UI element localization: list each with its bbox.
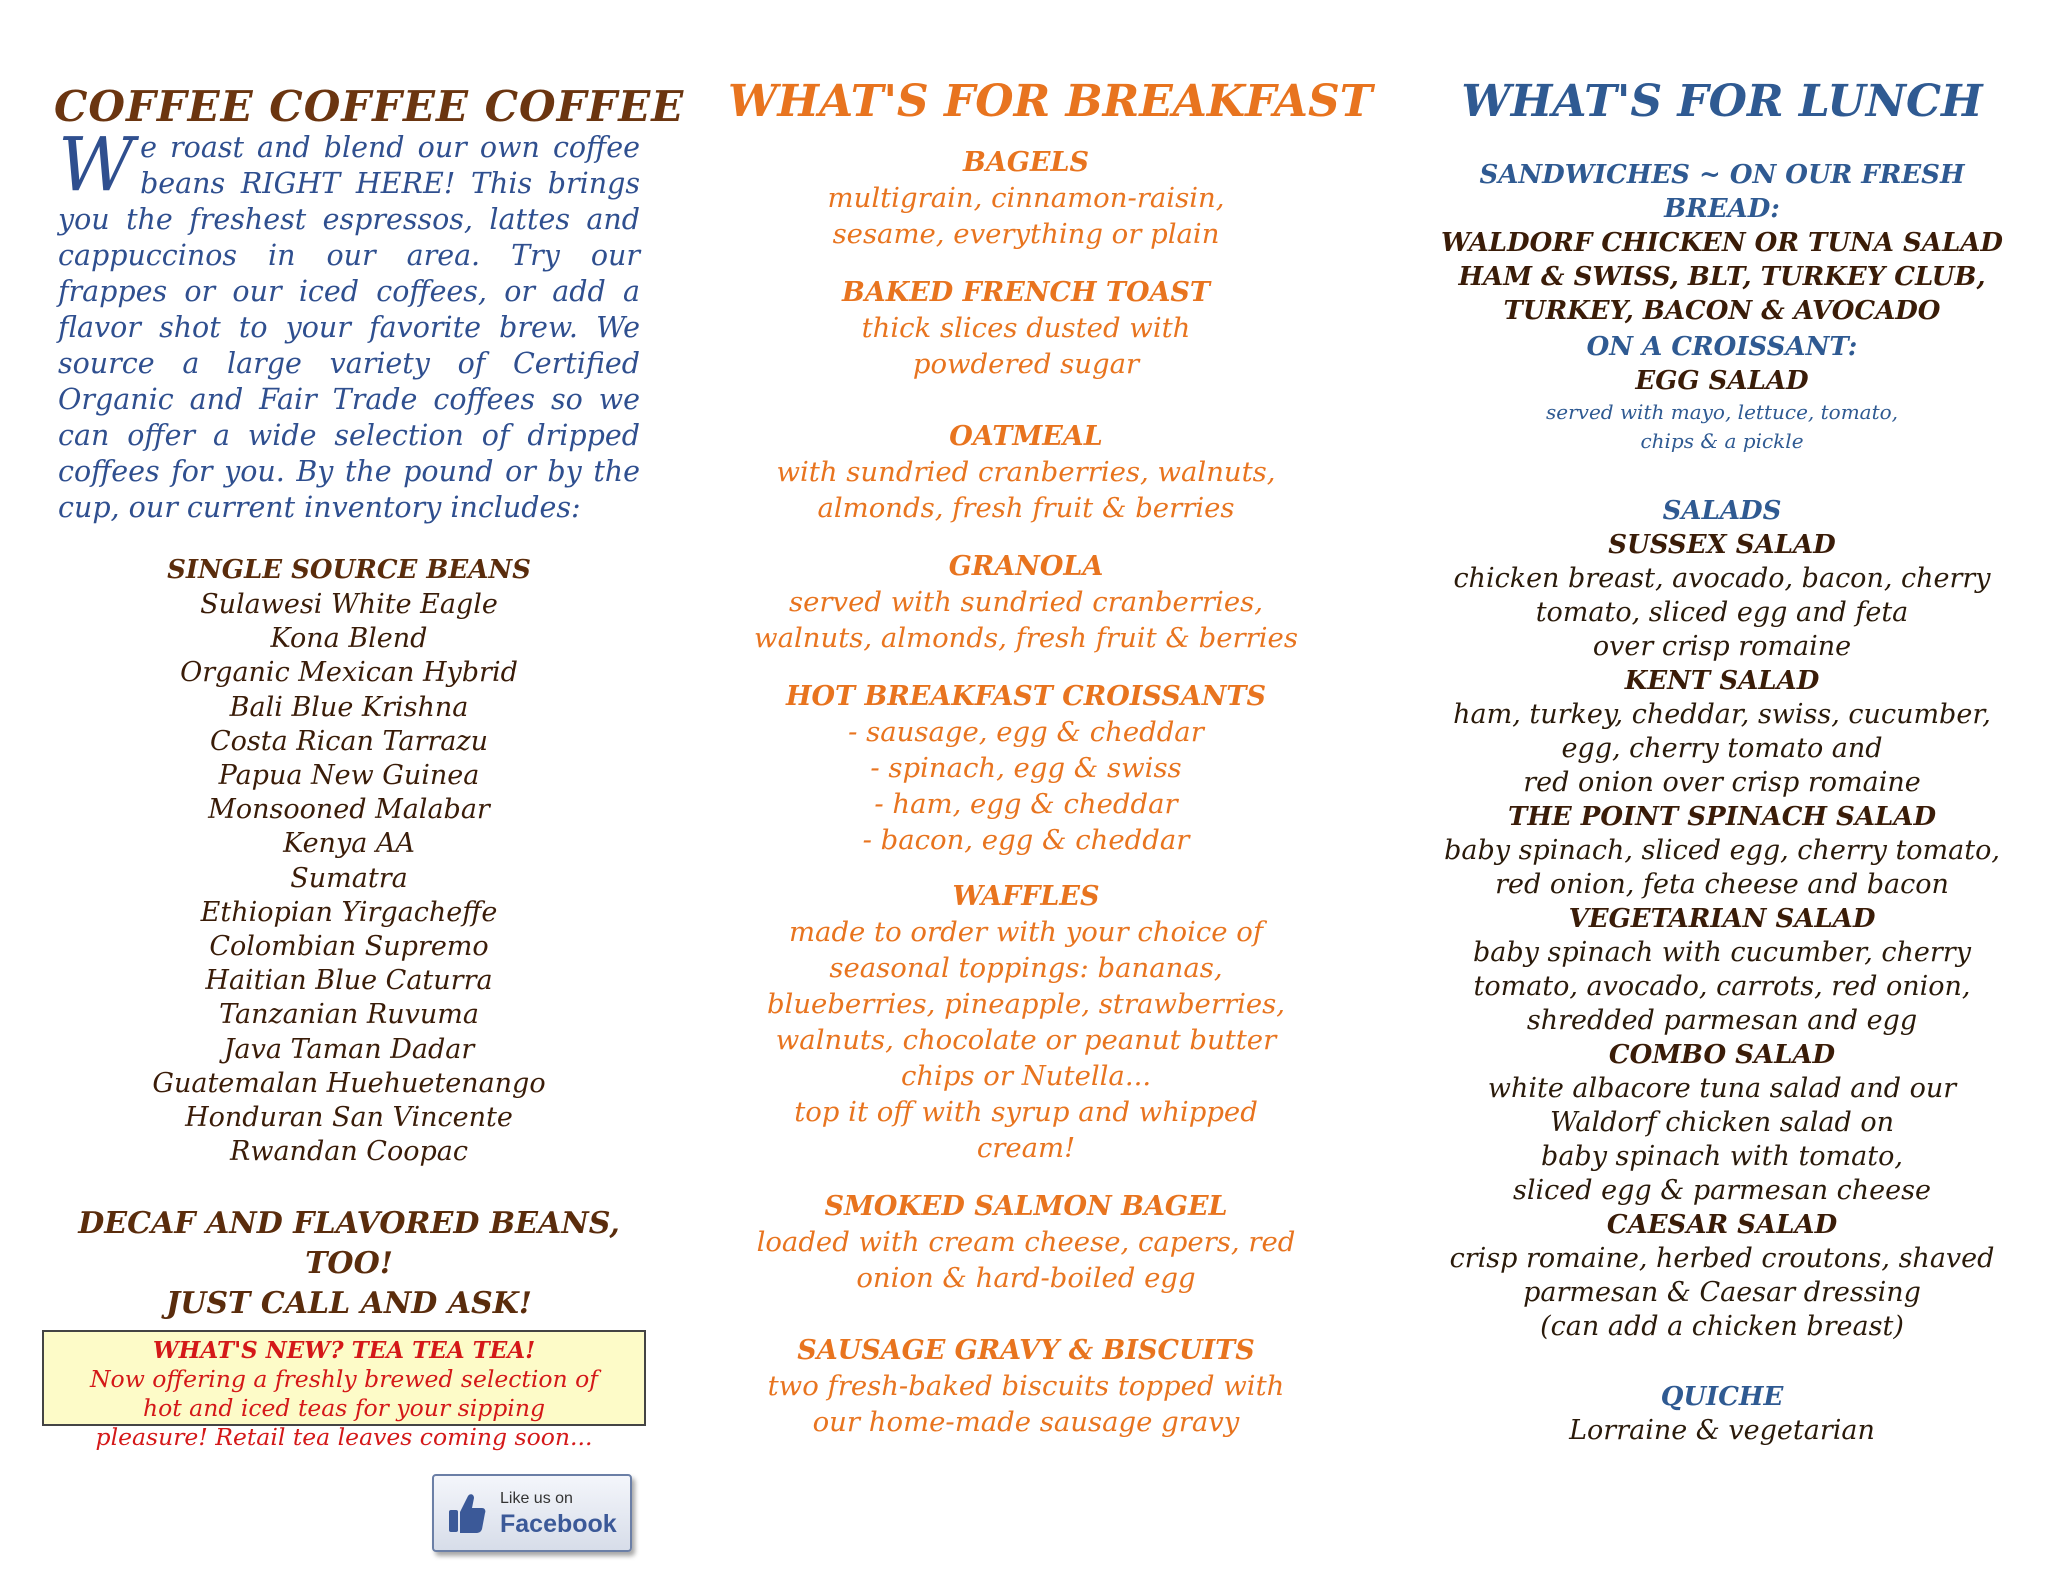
sandwiches-heading: SANDWICHES ~ ON OUR FRESH BREAD:: [1479, 160, 1965, 224]
bean-item: Tanzanian Ruvuma: [219, 999, 479, 1031]
salad-desc: baby spinach with tomato,: [1541, 1141, 1903, 1172]
coffee-title: COFFEE COFFEE COFFEE: [54, 82, 685, 131]
menu-item-croissants: [728, 680, 1324, 858]
salad-name: SUSSEX SALAD: [1608, 530, 1836, 560]
salad-desc: egg, cherry tomato and: [1561, 733, 1883, 764]
lunch-title: WHAT'S FOR LUNCH: [1461, 76, 1983, 127]
bean-item: Sulawesi White Eagle: [200, 589, 498, 620]
item-desc: top it off with syrup and whipped: [794, 1096, 1258, 1128]
item-name: SAUSAGE GRAVY & BISCUITS: [797, 1335, 1255, 1366]
bean-item: Haitian Blue Caturra: [205, 965, 493, 997]
coffee-intro: [58, 122, 640, 526]
salad-desc: baby spinach, sliced egg, cherry tomato,: [1444, 835, 2000, 866]
bean-item: Rwandan Coopac: [230, 1136, 468, 1168]
bean-item: Java Taman Dadar: [223, 1033, 475, 1065]
item-desc: made to order with your choice of: [788, 916, 1264, 948]
bean-item: Kenya AA: [283, 828, 415, 860]
salad-desc: chicken breast, avocado, bacon, cherry: [1453, 563, 1991, 594]
croissant-desc: served with mayo, lettuce, tomato,: [1545, 400, 1899, 424]
salad-desc: parmesan & Caesar dressing: [1523, 1277, 1921, 1308]
item-desc: chips or Nutella...: [900, 1060, 1152, 1092]
item-desc: seasonal toppings: bananas,: [829, 952, 1223, 984]
tea-announcement: [42, 1330, 646, 1451]
item-name: GRANOLA: [948, 551, 1104, 582]
menu-item-gravy-biscuits: [728, 1334, 1324, 1440]
facebook-like-button[interactable]: [432, 1474, 632, 1552]
menu-item-waffles: [728, 880, 1324, 1166]
breakfast-title: WHAT'S FOR BREAKFAST: [728, 76, 1373, 127]
item-desc: thick slices dusted with: [861, 312, 1191, 344]
intro-text: e roast and blend our own coffee beans RIGHT HERE! This brings you the freshest espressos, lattes and cappuccinos in our area. Try our frappes or our iced coffees, or add a flavor shot to your favorite brew. We source a large variety of Certified Organic and Fair Trade coffees so we can offer a wide selection of dripped coffees for you. By the pound or by the cup, our current inventory includes:: [58, 131, 640, 524]
salad-desc: sliced egg & parmesan cheese: [1513, 1175, 1931, 1206]
sandwiches-section: [1424, 158, 2020, 328]
salad-desc: crisp romaine, herbed croutons, shaved: [1449, 1243, 1995, 1274]
salad-desc: red onion over crisp romaine: [1523, 767, 1921, 798]
item-desc: - spinach, egg & swiss: [870, 752, 1182, 784]
quiche-section: [1424, 1380, 2020, 1448]
bean-item: Ethiopian Yirgacheffe: [200, 896, 498, 928]
item-name: HOT BREAKFAST CROISSANTS: [785, 681, 1266, 712]
salad-desc: over crisp romaine: [1592, 631, 1852, 662]
menu-item-french-toast: [728, 276, 1324, 382]
salad-desc: (can add a chicken breast): [1540, 1311, 1904, 1342]
item-desc: with sundried cranberries, walnuts,: [776, 456, 1276, 488]
bean-item: Kona Blend: [270, 623, 428, 655]
item-desc: - ham, egg & cheddar: [874, 788, 1178, 820]
salads-section: [1424, 494, 2020, 1344]
croissant-desc: chips & a pickle: [1640, 429, 1804, 453]
croissant-heading: ON A CROISSANT:: [1586, 332, 1858, 362]
item-desc: - sausage, egg & cheddar: [848, 716, 1204, 748]
salad-desc: red onion, feta cheese and bacon: [1495, 869, 1949, 900]
sandwich-line: WALDORF CHICKEN OR TUNA SALAD: [1441, 228, 2003, 258]
bean-item: Organic Mexican Hybrid: [180, 657, 518, 689]
salads-heading: SALADS: [1662, 496, 1782, 526]
beans-heading: SINGLE SOURCE BEANS: [167, 555, 531, 585]
croissant-section: [1424, 330, 2020, 456]
item-desc: onion & hard-boiled egg: [856, 1262, 1196, 1294]
thumbs-up-icon: [448, 1492, 486, 1534]
bean-item: Guatemalan Huehuetenango: [152, 1067, 546, 1099]
decaf-note: [54, 1204, 644, 1324]
item-desc: loaded with cream cheese, capers, red: [756, 1226, 1296, 1258]
bean-item: Papua New Guinea: [218, 760, 480, 792]
item-name: OATMEAL: [949, 421, 1103, 452]
salad-name: KENT SALAD: [1624, 666, 1820, 696]
sandwich-line: HAM & SWISS, BLT, TURKEY CLUB,: [1458, 262, 1986, 292]
item-desc: walnuts, chocolate or peanut butter: [775, 1024, 1277, 1056]
salad-desc: tomato, avocado, carrots, red onion,: [1473, 971, 1971, 1002]
bean-item: Monsooned Malabar: [208, 794, 490, 826]
item-desc: - bacon, egg & cheddar: [862, 824, 1190, 856]
item-name: SMOKED SALMON BAGEL: [824, 1191, 1228, 1222]
facebook-brand-text: Facebook: [500, 1510, 617, 1538]
item-desc: two fresh-baked biscuits topped with: [767, 1370, 1285, 1402]
item-desc: blueberries, pineapple, strawberries,: [766, 988, 1286, 1020]
tea-line: pleasure! Retail tea leaves coming soon...: [95, 1423, 593, 1451]
tea-line: Now offering a freshly brewed selection of: [89, 1365, 598, 1393]
quiche-desc: Lorraine & vegetarian: [1569, 1415, 1875, 1446]
salad-name: THE POINT SPINACH SALAD: [1508, 802, 1936, 832]
bean-item: Bali Blue Krishna: [229, 691, 469, 723]
tea-heading: WHAT'S NEW? TEA TEA TEA!: [152, 1337, 536, 1364]
item-desc: powdered sugar: [912, 348, 1140, 380]
salad-desc: baby spinach with cucumber, cherry: [1473, 937, 1971, 968]
decaf-line-2: JUST CALL AND ASK!: [166, 1286, 532, 1321]
salad-name: COMBO SALAD: [1608, 1040, 1836, 1070]
bean-item: Costa Rican Tarrazu: [210, 725, 488, 757]
menu-item-granola: [728, 550, 1324, 656]
salad-desc: shredded parmesan and egg: [1526, 1005, 1918, 1036]
item-desc: walnuts, almonds, fresh fruit & berries: [754, 622, 1298, 654]
quiche-heading: QUICHE: [1660, 1382, 1784, 1412]
menu-item-bagels: [728, 146, 1324, 252]
beans-list: [54, 552, 644, 1169]
item-desc: served with sundried cranberries,: [789, 586, 1263, 618]
item-desc: multigrain, cinnamon-raisin,: [827, 182, 1225, 214]
item-desc: sesame, everything or plain: [832, 218, 1220, 250]
item-desc: our home-made sausage gravy: [812, 1406, 1240, 1438]
salad-name: CAESAR SALAD: [1606, 1210, 1838, 1240]
salad-desc: tomato, sliced egg and feta: [1535, 597, 1909, 628]
salad-name: VEGETARIAN SALAD: [1568, 904, 1876, 934]
tea-line: hot and iced teas for your sipping: [142, 1394, 545, 1422]
salad-desc: white albacore tuna salad and our: [1487, 1073, 1957, 1104]
menu-item-oatmeal: [728, 420, 1324, 526]
bean-item: Colombian Supremo: [209, 931, 489, 963]
item-desc: cream!: [976, 1132, 1076, 1164]
item-name: BAGELS: [963, 147, 1089, 178]
bean-item: Honduran San Vincente: [185, 1102, 513, 1134]
intro-dropcap: W: [58, 122, 135, 208]
decaf-line-1: DECAF AND FLAVORED BEANS, TOO!: [78, 1206, 620, 1281]
menu-item-salmon-bagel: [728, 1190, 1324, 1296]
salad-desc: ham, turkey, cheddar, swiss, cucumber,: [1453, 699, 1991, 730]
sandwich-line: TURKEY, BACON & AVOCADO: [1503, 296, 1941, 326]
bean-item: Sumatra: [290, 862, 408, 894]
item-name: WAFFLES: [952, 881, 1100, 912]
item-desc: almonds, fresh fruit & berries: [817, 492, 1235, 524]
salad-desc: Waldorf chicken salad on: [1550, 1107, 1894, 1138]
item-name: BAKED FRENCH TOAST: [841, 277, 1211, 308]
croissant-item: EGG SALAD: [1635, 366, 1809, 396]
facebook-like-text: Like us on: [500, 1490, 573, 1507]
